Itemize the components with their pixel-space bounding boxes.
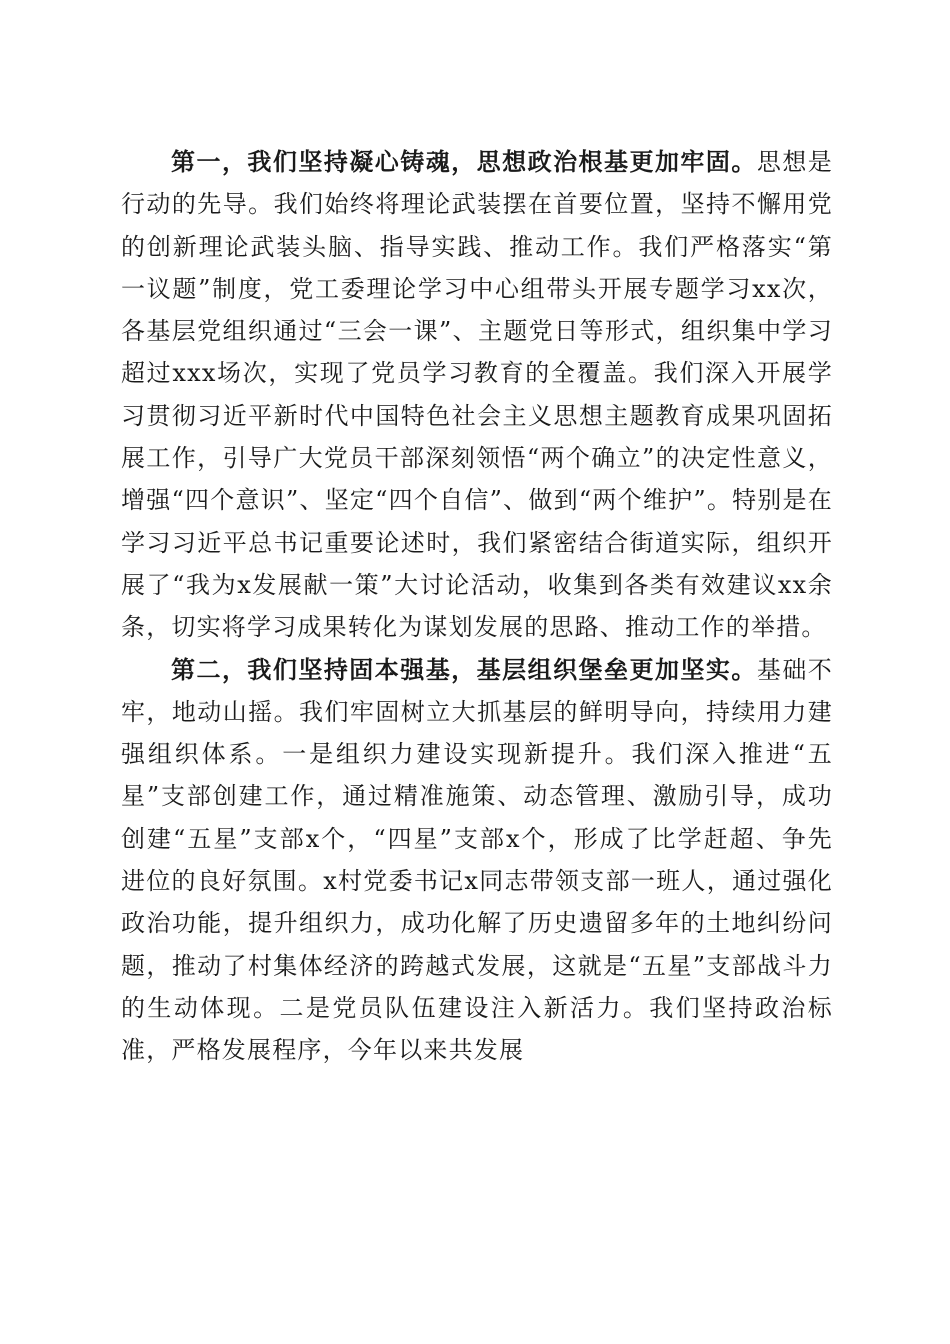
paragraph-2-heading: 第二，我们坚持固本强基，基层组织堡垒更加坚实。 [171,654,757,684]
paragraph-2-body: 基础不牢，地动山摇。我们牢固树立大抓基层的鲜明导向，持续用力建强组织体系。一是组织力建设实现新提升。我们深入推进“五星”支部创建工作，通过精准施策、动态管理、激励引导，成功创建“五星”支部x个，“四星”支部x个，形成了比学赶超、争先进位的良好氛围。x村党委书记x同志带领支部一班人，通过强化政治功能，提升组织力，成功化解了历史遗留多年的土地纠纷问题，推动了村集体经济的跨越式发展，这就是“五星”支部战斗力的生动体现。二是党员队伍建设注入新活力。我们坚持政治标准，严格发展程序，今年以来共发展 [121,655,833,1065]
paragraph-1-body: 思想是行动的先导。我们始终将理论武装摆在首要位置，坚持不懈用党的创新理论武装头脑、指导实践、推动工作。我们严格落实“第一议题”制度，党工委理论学习中心组带头开展专题学习xx次，各基层党组织通过“三会一课”、主题党日等形式，组织集中学习超过xxx场次，实现了党员学习教育的全覆盖。我们深入开展学习贯彻习近平新时代中国特色社会主义思想主题教育成果巩固拓展工作，引导广大党员干部深刻领悟“两个确立”的决定性意义，增强“四个意识”、坚定“四个自信”、做到“两个维护”。特别是在学习习近平总书记重要论述时，我们紧密结合街道实际，组织开展了“我为x发展献一策”大讨论活动，收集到各类有效建议xx余条，切实将学习成果转化为谋划发展的思路、推动工作的举措。 [121,148,833,642]
paragraph-1-heading: 第一，我们坚持凝心铸魂，思想政治根基更加牢固。 [171,147,757,176]
document-body [121,141,833,1072]
paragraph-2 [121,649,833,1072]
paragraph-1 [121,141,833,649]
